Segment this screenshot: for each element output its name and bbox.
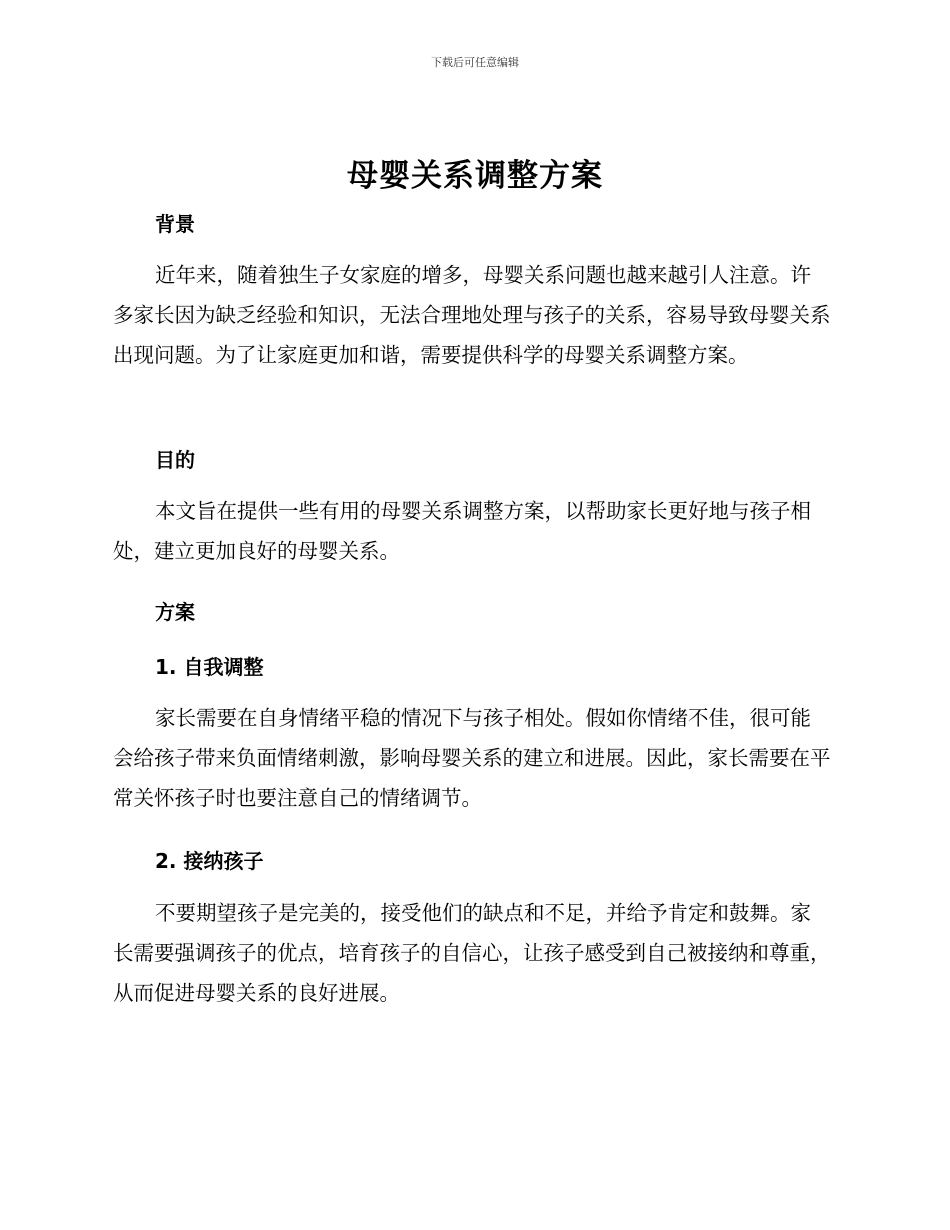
section-heading-self-adjustment: 1. 自我调整 <box>155 655 264 679</box>
section-paragraph-purpose: 本文旨在提供一些有用的母婴关系调整方案，以帮助家长更好地与孩子相处，建立更加良好的母婴关系。 <box>113 499 811 563</box>
page-header-note: 下载后可任意编辑 <box>431 56 519 69</box>
section-paragraph-accept-child: 不要期望孩子是完美的，接受他们的缺点和不足，并给予肯定和鼓舞。家长需要强调孩子的优点，培育孩子的自信心，让孩子感受到自己被接纳和尊重，从而促进母婴关系的良好进展。 <box>113 901 831 1005</box>
section-paragraph-self-adjustment: 家长需要在自身情绪平稳的情况下与孩子相处。假如你情绪不佳，很可能会给孩子带来负面情绪刺激，影响母婴关系的建立和进展。因此，家长需要在平常关怀孩子时也要注意自己的情绪调节。 <box>113 706 831 810</box>
section-heading-purpose: 目的 <box>155 448 195 472</box>
document-title: 母婴关系调整方案 <box>347 158 603 194</box>
section-heading-accept-child: 2. 接纳孩子 <box>155 849 264 873</box>
section-heading-background: 背景 <box>155 212 195 236</box>
section-paragraph-background: 近年来，随着独生子女家庭的增多，母婴关系问题也越来越引人注意。许多家长因为缺乏经验和知识，无法合理地处理与孩子的关系，容易导致母婴关系出现问题。为了让家庭更加和谐，需要提供科学的母婴关系调整方案。 <box>113 263 831 367</box>
section-heading-plan: 方案 <box>155 600 195 624</box>
